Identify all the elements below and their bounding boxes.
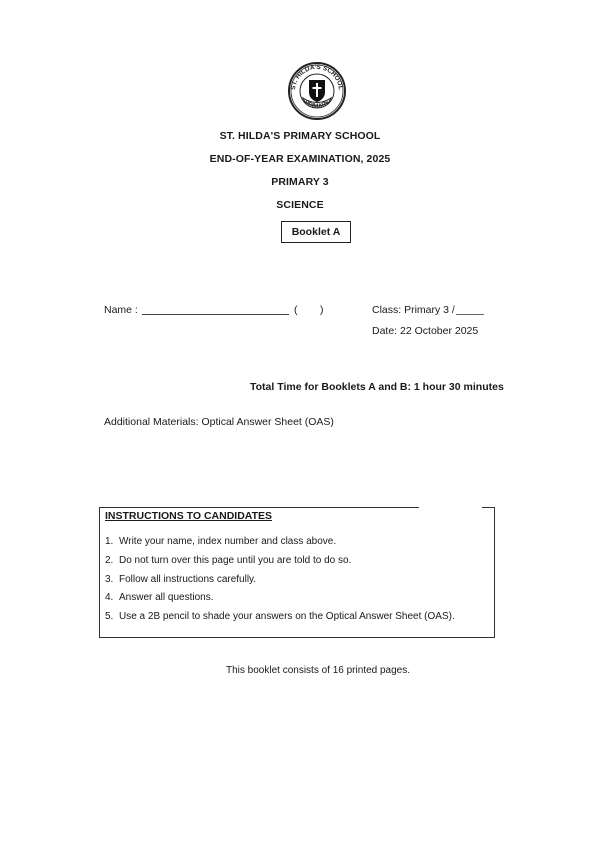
- name-field[interactable]: [142, 314, 289, 315]
- index-number-open: (: [294, 304, 298, 316]
- page-count-note: This booklet consists of 16 printed pages.: [226, 665, 410, 676]
- total-time: Total Time for Booklets A and B: 1 hour 30 minutes: [250, 381, 504, 393]
- index-number-close: ): [320, 304, 324, 316]
- instruction-item: [105, 536, 336, 547]
- svg-text:PRIMARY: PRIMARY: [303, 99, 331, 110]
- instruction-item: [105, 611, 455, 622]
- instruction-item: [105, 592, 214, 603]
- school-seal-logo: [287, 61, 347, 121]
- class-label: Class: Primary 3 /: [372, 304, 455, 316]
- instruction-number: 5.: [105, 611, 114, 622]
- svg-text:ST. HILDA'S SCHOOL: ST. HILDA'S SCHOOL: [289, 63, 345, 91]
- instruction-item: [105, 574, 256, 585]
- instructions-box-top-border-right: [482, 507, 494, 508]
- booklet-label: Booklet A: [281, 221, 351, 243]
- instruction-item: [105, 555, 351, 566]
- instruction-number: 2.: [105, 555, 114, 566]
- instruction-number: 1.: [105, 536, 114, 547]
- subject: SCIENCE: [276, 199, 324, 211]
- instruction-text: Write your name, index number and class above.: [119, 536, 337, 547]
- additional-materials: Additional Materials: Optical Answer Sheet (OAS): [104, 416, 334, 428]
- instructions-box-top-border: [99, 507, 419, 508]
- instructions-heading: INSTRUCTIONS TO CANDIDATES: [105, 510, 273, 522]
- level: PRIMARY 3: [271, 176, 329, 188]
- school-name: ST. HILDA'S PRIMARY SCHOOL: [219, 130, 381, 142]
- instruction-text: Answer all questions.: [119, 592, 214, 603]
- name-label: Name :: [104, 304, 138, 316]
- instruction-text: Do not turn over this page until you are told to do so.: [119, 555, 352, 566]
- class-field[interactable]: [456, 314, 484, 315]
- instruction-number: 4.: [105, 592, 114, 603]
- instruction-number: 3.: [105, 574, 114, 585]
- instruction-text: Follow all instructions carefully.: [119, 574, 257, 585]
- exam-title: END-OF-YEAR EXAMINATION, 2025: [209, 153, 391, 165]
- instruction-text: Use a 2B pencil to shade your answers on the Optical Answer Sheet (OAS).: [119, 611, 455, 622]
- date-label: Date: 22 October 2025: [372, 325, 479, 337]
